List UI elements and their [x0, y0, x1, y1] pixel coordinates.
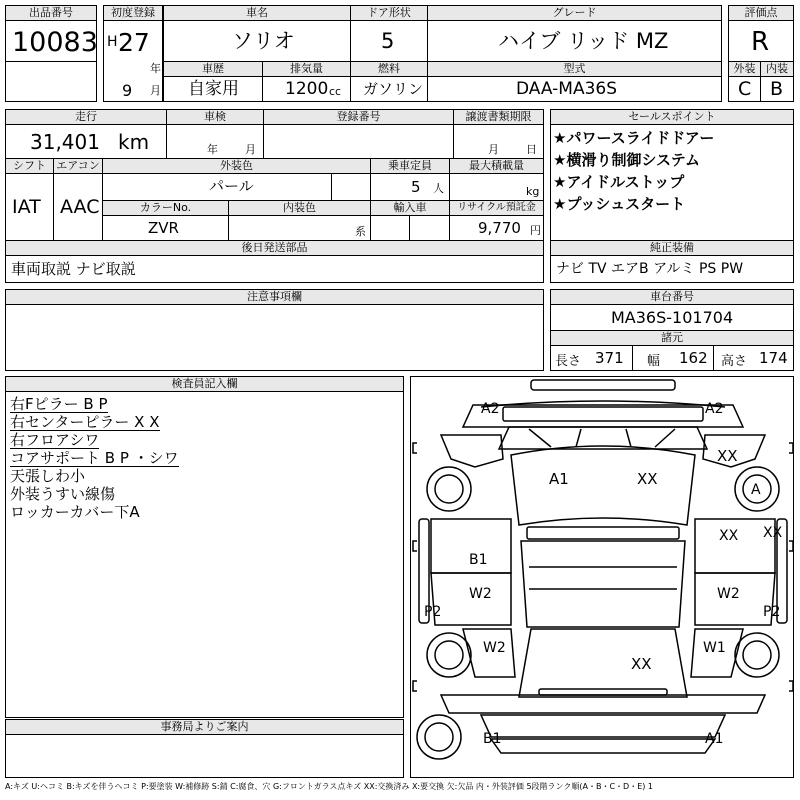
displacement: 1200 [285, 79, 329, 99]
reg-no-label: 登録番号 [263, 109, 454, 125]
interior-grade-cell [760, 76, 794, 102]
era: H [107, 34, 118, 50]
exterior-grade-label: 外装 [728, 61, 761, 77]
equipment-cell [550, 255, 794, 283]
import-label: 輸入車 [370, 200, 450, 216]
inspector-line: コアサポート B P ・シワ [10, 449, 179, 467]
capacity: 5 [411, 178, 421, 196]
inspection-month-unit: 月 [245, 143, 256, 156]
car-name: ソリオ [232, 29, 295, 53]
dims-label: 諸元 [550, 330, 794, 346]
damage-mark: W1 [703, 640, 726, 656]
damage-mark: W2 [469, 586, 492, 602]
grade-label: グレード [427, 5, 722, 21]
year-unit: 年 [150, 62, 161, 75]
sales-points-cell [550, 124, 794, 241]
chassis-no: MA36S-101704 [611, 308, 734, 327]
history: 自家用 [188, 79, 239, 99]
height-value: 174 [759, 349, 788, 367]
exterior-grade: C [738, 78, 752, 100]
damage-mark: XX [719, 528, 739, 544]
dims-divider [713, 345, 714, 371]
dims-divider [632, 345, 633, 371]
score-label: 評価点 [728, 5, 794, 21]
inspection-year-unit: 年 [207, 143, 218, 156]
fuel: ガソリン [363, 80, 424, 98]
history-cell [163, 76, 263, 102]
doors-label: ドア形状 [350, 5, 428, 21]
ext-color-divider [331, 173, 332, 201]
mileage-label: 走行 [5, 109, 167, 125]
exterior-grade-cell [728, 76, 761, 102]
office-cell [5, 734, 404, 778]
shift-cell [5, 173, 54, 241]
mileage-cell [5, 124, 167, 159]
later-parts: 車両取説 ナビ取説 [11, 260, 136, 278]
damage-mark: A1 [549, 470, 569, 488]
fuel-cell [350, 76, 428, 102]
damage-mark: B1 [469, 552, 488, 568]
width-value: 162 [679, 349, 708, 367]
damage-mark: XX [637, 470, 658, 488]
capacity-cell [370, 173, 450, 201]
inspection-cell [166, 124, 264, 159]
damage-mark: B1 [483, 731, 502, 747]
ext-color-label: 外装色 [102, 158, 371, 174]
damage-mark: XX [717, 447, 738, 465]
lot-no-label: 出品番号 [5, 5, 97, 21]
model-label: 型式 [427, 61, 722, 77]
color-no-label: カラーNo. [102, 200, 229, 216]
first-reg-label: 初度登録 [103, 5, 163, 21]
displacement-label: 排気量 [262, 61, 351, 77]
reg-no-cell [263, 124, 454, 159]
height-label: 高さ [721, 354, 748, 369]
sales-point-item: ★パワースライドドアー [553, 129, 715, 147]
legend: A:キズ U:ヘコミ B:キズを伴うヘコミ P:要塗装 W:補修跡 S:錆 C:腐食、穴 G:フロントガラス点キズ XX:交換済み X:要交換 欠:欠品 内・外装評価 5段階ランク順(A・B・C・D・E) 1 [5, 782, 654, 791]
interior-grade: B [770, 78, 784, 100]
recycle-label: リサイクル預託金 [449, 200, 544, 216]
inspector-line: 右フロアシワ [10, 431, 100, 449]
import-cell [370, 215, 450, 241]
length-value: 371 [595, 349, 624, 367]
color-no-cell [102, 215, 229, 241]
int-color-label: 内装色 [228, 200, 371, 216]
max-load-label: 最大積載量 [449, 158, 544, 174]
notes-cell [5, 304, 544, 371]
later-parts-label: 後日発送部品 [5, 240, 544, 256]
max-load-unit: kg [526, 185, 540, 198]
doors-cell [350, 20, 428, 62]
max-load-cell [449, 173, 544, 201]
damage-mark: A1 [705, 731, 724, 747]
damage-mark: XX [763, 525, 783, 541]
color-no: ZVR [148, 219, 179, 237]
import-divider [409, 215, 410, 241]
history-label: 車歴 [163, 61, 263, 77]
inspector-label: 検査員記入欄 [5, 376, 404, 392]
inspection-label: 車検 [166, 109, 264, 125]
notes-label: 注意事項欄 [5, 289, 544, 305]
fuel-label: 燃料 [350, 61, 428, 77]
model-cell [427, 76, 722, 102]
sales-point-item: ★アイドルストップ [553, 173, 685, 191]
length-label: 長さ [555, 354, 582, 369]
recycle-unit: 円 [530, 224, 541, 237]
inspector-line: 天張しわ小 [10, 467, 86, 485]
transfer-day-unit: 日 [526, 143, 537, 156]
ext-color-cell [102, 173, 371, 201]
int-color-cell [228, 215, 371, 241]
car-name-label: 車名 [163, 5, 351, 21]
inspector-cell [5, 391, 404, 718]
month-unit: 月 [150, 84, 161, 97]
displacement-unit: cc [329, 85, 342, 98]
score-cell [728, 20, 794, 62]
car-name-cell [163, 20, 351, 62]
shift: IAT [12, 196, 41, 218]
grade: ハイブ リッド MZ [498, 29, 669, 53]
office-label: 事務局よりご案内 [5, 719, 404, 735]
damage-mark: A2 [481, 401, 500, 417]
transfer-label: 譲渡書類期限 [453, 109, 544, 125]
car-diagram-panel [410, 376, 794, 778]
chassis-label: 車台番号 [550, 289, 794, 305]
sales-point-item: ★プッシュスタート [553, 195, 686, 213]
grade-cell [427, 20, 722, 62]
damage-mark: P2 [424, 604, 442, 620]
sales-points-label: セールスポイント [550, 109, 794, 125]
damage-mark: A2 [705, 401, 724, 417]
score: R [751, 27, 770, 57]
interior-grade-label: 内装 [760, 61, 794, 77]
first-reg-year: 27 [118, 28, 150, 57]
inspector-line: 右センターピラー X X [10, 413, 160, 431]
lot-no: 10083 [12, 27, 98, 58]
inspector-line: 外装うすい線傷 [10, 485, 116, 503]
later-parts-cell [5, 255, 544, 283]
car-diagram [411, 377, 795, 779]
mileage-unit: km [118, 130, 150, 154]
equipment-label: 純正装備 [550, 240, 794, 256]
recycle-cell [449, 215, 544, 241]
dims-cell [550, 345, 794, 371]
ext-color: パール [209, 177, 254, 195]
equipment: ナビ TV エアB アルミ PS PW [556, 261, 744, 277]
shift-label: シフト [5, 158, 54, 174]
capacity-unit: 人 [433, 182, 444, 195]
damage-mark: W2 [717, 586, 740, 602]
int-color-unit: 系 [355, 225, 366, 238]
displacement-cell [262, 76, 351, 102]
damage-mark: W2 [483, 640, 506, 656]
sales-point-item: ★横滑り制御システム [553, 151, 700, 169]
recycle: 9,770 [478, 219, 521, 237]
ac-cell [53, 173, 103, 241]
width-label: 幅 [647, 354, 661, 369]
mileage: 31,401 [30, 130, 100, 154]
inspector-line: ロッカーカバー下A [10, 503, 140, 521]
damage-mark: P2 [763, 604, 781, 620]
capacity-label: 乗車定員 [370, 158, 450, 174]
damage-mark: XX [631, 655, 652, 673]
lot-blank-cell [5, 61, 97, 102]
transfer-cell [453, 124, 544, 159]
model: DAA-MA36S [516, 79, 618, 99]
ac: AAC [60, 196, 100, 218]
damage-mark: A [751, 482, 761, 498]
first-reg-cell [103, 20, 163, 102]
inspector-line: 右Fピラー B P [10, 395, 108, 413]
lot-no-cell [5, 20, 97, 62]
first-reg-month: 9 [122, 81, 133, 100]
transfer-month-unit: 月 [488, 143, 499, 156]
ac-label: エアコン [53, 158, 103, 174]
doors: 5 [381, 29, 395, 53]
chassis-cell [550, 304, 794, 331]
